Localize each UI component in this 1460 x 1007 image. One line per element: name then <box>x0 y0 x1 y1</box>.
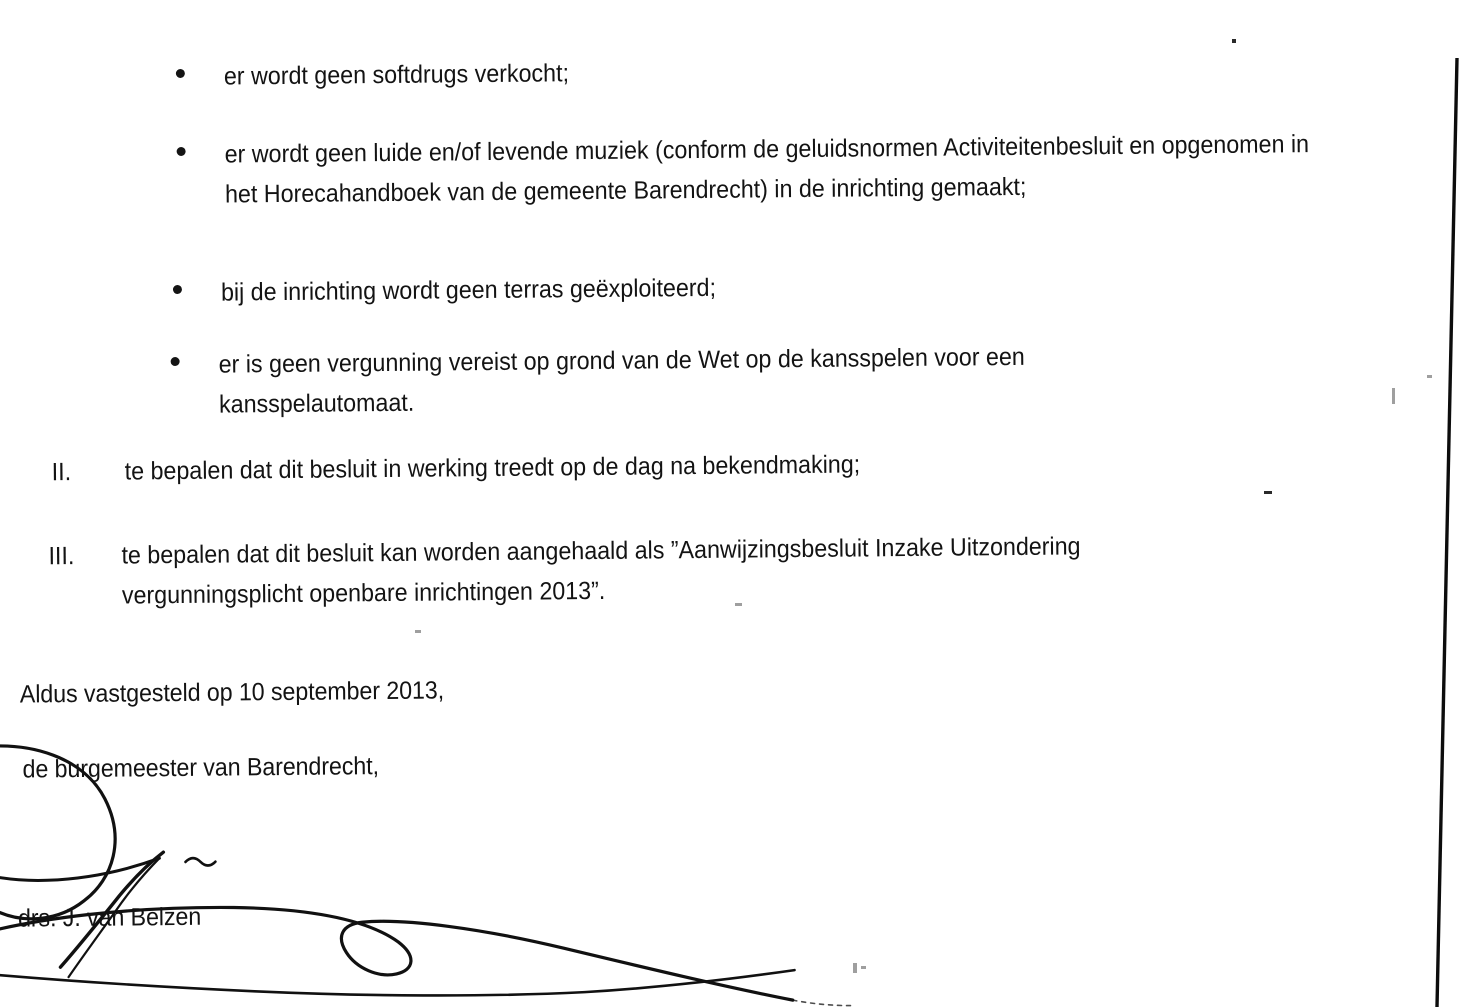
list-item <box>176 46 1276 91</box>
scan-speck <box>1427 375 1432 378</box>
scan-speck <box>853 963 857 973</box>
numbered-item-text: te bepalen dat dit besluit in werking treedt op de dag na bekendmaking; <box>124 450 861 486</box>
scan-speck <box>1392 388 1395 404</box>
numbered-item-numeral: III. <box>48 542 75 571</box>
numbered-item <box>48 524 1278 610</box>
list-item-text: er wordt geen softdrugs verkocht; <box>223 59 570 91</box>
numbered-item <box>51 442 1152 487</box>
list-item <box>170 335 1270 419</box>
list-item-text: er is geen vergunning vereist op grond van de Wet op de kansspelen voor een kansspelautomaat. <box>218 342 1025 419</box>
scan-speck <box>861 966 866 969</box>
list-item-text: bij de inrichting wordt geen terras geëxploiteerd; <box>220 273 717 307</box>
bullet-dot-icon <box>173 285 182 294</box>
bullet-dot-icon <box>176 69 185 78</box>
scan-speck <box>1232 39 1236 43</box>
office-line: de burgemeester van Barendrecht, <box>22 752 379 784</box>
numbered-item-numeral: II. <box>51 458 72 487</box>
scan-speck <box>415 630 421 633</box>
scan-speck <box>1264 491 1272 494</box>
adoption-date-line: Aldus vastgesteld op 10 september 2013, <box>19 676 445 709</box>
list-item-text: er wordt geen luide en/of levende muziek (conform de geluidsnormen Activiteitenbesluit en opgenomen in het Horecahandboek van de gemeente Barendrecht) in de inrichting gemaakt; <box>224 130 1310 209</box>
bullet-dot-icon <box>171 357 180 366</box>
scan-speck <box>735 603 742 606</box>
signatory-name: drs. J. van Belzen <box>17 902 202 933</box>
list-item <box>173 262 1273 307</box>
list-item <box>176 123 1376 209</box>
numbered-item-text: te bepalen dat dit besluit kan worden aangehaald als ”Aanwijzingsbesluit Inzake Uitzondering vergunningsplicht openbare inrichtingen 2013”. <box>121 532 1081 610</box>
bullet-dot-icon <box>177 147 186 156</box>
